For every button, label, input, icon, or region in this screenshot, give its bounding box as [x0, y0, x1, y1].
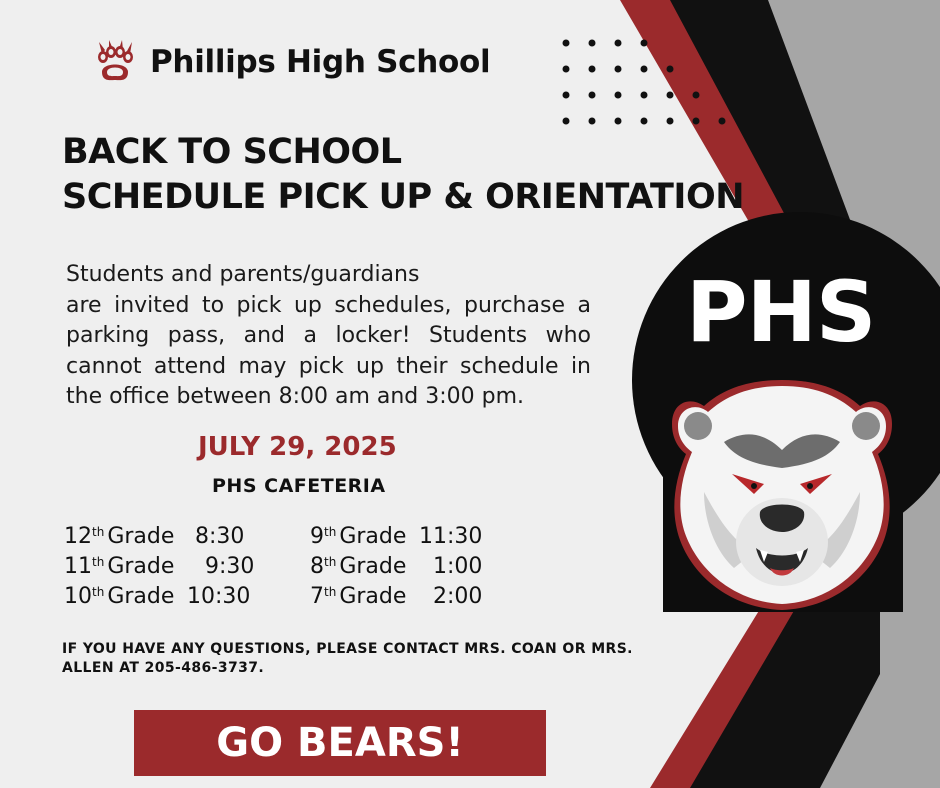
bear-mascot-icon — [664, 372, 900, 612]
paw-icon — [94, 40, 136, 84]
intro-text — [66, 260, 591, 413]
intro-line-1: Students and parents/guardians — [66, 262, 420, 287]
go-bears-banner: GO BEARS! — [134, 710, 546, 776]
schedule-row: 8th Grade 1:00 — [310, 554, 483, 579]
schedule-left-column — [64, 522, 254, 612]
intro-body: are invited to pick up schedules, purchase a parking pass, and a locker! Students who cannot attend may pick up their schedule in the office between 8:00 am and 3:00 pm. — [66, 292, 591, 409]
phs-badge-text: PHS — [686, 263, 876, 361]
event-date: JULY 29, 2025 — [198, 432, 397, 462]
title-line-2: SCHEDULE PICK UP & ORIENTATION — [62, 177, 744, 217]
event-location: PHS CAFETERIA — [212, 475, 386, 497]
title-line-1: BACK TO SCHOOL — [62, 132, 402, 172]
schedule-row: 10th Grade 10:30 — [64, 584, 251, 609]
page-title — [62, 130, 744, 220]
schedule-row: 9th Grade 11:30 — [310, 524, 483, 549]
schedule-right-column — [310, 522, 482, 612]
schedule-row: 12th Grade 8:30 — [64, 524, 245, 549]
schedule-row: 7th Grade 2:00 — [310, 584, 483, 609]
schedule-row: 11th Grade 9:30 — [64, 554, 255, 579]
contact-info: IF YOU HAVE ANY QUESTIONS, PLEASE CONTACT MRS. COAN OR MRS. ALLEN AT 205-486-3737. — [62, 641, 633, 676]
header — [94, 40, 490, 84]
school-name: Phillips High School — [150, 44, 491, 80]
